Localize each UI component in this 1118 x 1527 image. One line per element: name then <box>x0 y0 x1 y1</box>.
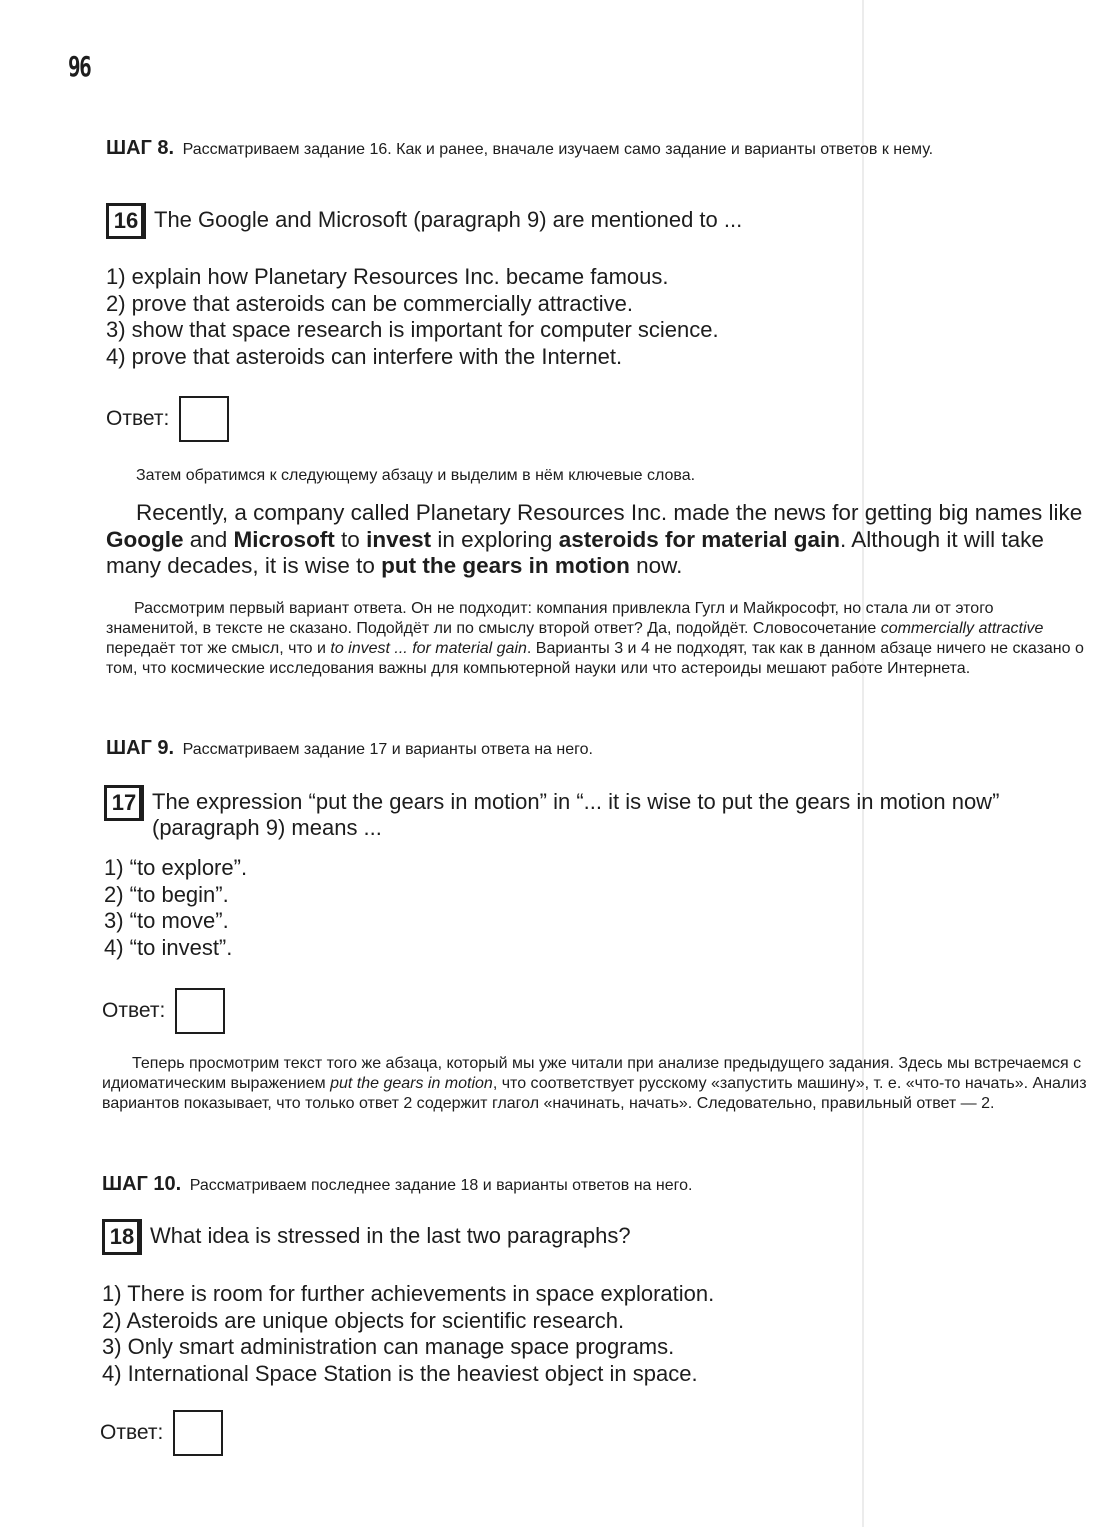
analysis-16-text-1: Рассмотрим первый вариант ответа. Он не подходит: компания привлекла Гугл и Майкрософт, но стала ли от этого знаменитой, в тексте не сказано. Подойдёт ли по смыслу второй ответ? Да, подойдёт. Словосочетание <box>106 600 994 637</box>
analysis-17-text-2: , что соответствует русскому «запустить машину», т. е. «что-то начать». Анализ вариантов показывает, что только ответ 2 содержит глагол «начинать, начать». Следовательно, правильный ответ — 2. <box>102 1075 1087 1112</box>
question-16 <box>106 203 1006 239</box>
option-3: 3) show that space research is important for computer science. <box>106 317 719 342</box>
question-18-options <box>102 1281 902 1387</box>
answer-17-box[interactable] <box>175 988 225 1034</box>
analysis-17 <box>102 1054 1087 1114</box>
question-18-number: 18 <box>102 1219 142 1255</box>
passage-keyword-google: Google <box>106 526 184 552</box>
page-number: 96 <box>68 50 91 83</box>
passage-paragraph-9 <box>106 500 1091 580</box>
passage-keyword-invest: invest <box>366 526 432 552</box>
step-10-heading <box>102 1174 1092 1196</box>
question-16-options <box>106 264 906 370</box>
analysis-16-italic-2: to invest ... for material gain <box>330 640 527 657</box>
option-2: 2) Asteroids are unique objects for scientific research. <box>102 1307 625 1333</box>
answer-18-box[interactable] <box>173 1410 223 1456</box>
step-9-label: ШАГ 9. <box>106 737 175 759</box>
question-17-text: The expression “put the gears in motion” in “... it is wise to put the gears in motion now” (paragraph 9) means ... <box>152 789 1000 840</box>
step-8-heading <box>106 138 1096 160</box>
passage-text-1: Recently, a company called Planetary Resources Inc. made the news for getting big names like <box>136 500 1083 525</box>
option-1: 1) explain how Planetary Resources Inc. became famous. <box>106 264 669 289</box>
passage-keyword-gears: put the gears in motion <box>381 553 630 578</box>
question-18 <box>102 1219 1002 1255</box>
question-16-number: 16 <box>106 203 146 239</box>
option-2: 2) “to begin”. <box>104 881 229 907</box>
option-1: 1) There is room for further achievements in space exploration. <box>102 1281 715 1306</box>
option-3: 3) Only smart administration can manage space programs. <box>102 1334 675 1359</box>
passage-keyword-asteroids: asteroids for material gain <box>558 526 841 552</box>
passage-text-5: . Although it will take many decades, it is wise to <box>106 526 1044 578</box>
analysis-17-italic-1: put the gears in motion <box>330 1075 493 1092</box>
option-4: 4) prove that asteroids can interfere with the Internet. <box>106 343 623 369</box>
passage-keyword-microsoft: Microsoft <box>233 526 335 552</box>
analysis-16 <box>106 599 1089 679</box>
analysis-17-text-1: Теперь просмотрим текст того же абзаца, который мы уже читали при анализе предыдущего задания. Здесь мы встречаемся с идиоматическим выражением <box>102 1055 1082 1092</box>
answer-17-label: Ответ: <box>102 999 166 1022</box>
step-10-text: Рассматриваем последнее задание 18 и варианты ответов на него. <box>189 1177 693 1194</box>
passage-text-6: now. <box>629 553 683 578</box>
step-8-text: Рассматриваем задание 16. Как и ранее, вначале изучаем само задание и варианты ответов к нему. <box>182 141 934 158</box>
answer-18 <box>100 1410 223 1456</box>
passage-text-4: in exploring <box>431 526 559 552</box>
answer-16 <box>106 396 229 442</box>
passage-text-3: to <box>334 526 367 552</box>
question-17-options <box>104 855 604 961</box>
step-8-label: ШАГ 8. <box>106 137 175 159</box>
question-17-number: 17 <box>104 785 144 821</box>
option-3: 3) “to move”. <box>104 908 229 933</box>
option-1: 1) “to explore”. <box>104 855 248 880</box>
question-18-text: What idea is stressed in the last two paragraphs? <box>150 1223 631 1248</box>
answer-17 <box>102 988 225 1034</box>
step-9-text: Рассматриваем задание 17 и варианты ответа на него. <box>182 741 593 758</box>
passage-text-2: and <box>183 526 234 552</box>
step-9-heading <box>106 738 1096 760</box>
option-4: 4) International Space Station is the heaviest object in space. <box>102 1360 698 1386</box>
question-17 <box>104 785 1089 841</box>
answer-16-box[interactable] <box>179 396 229 442</box>
analysis-16-italic-1: commercially attractive <box>880 620 1044 637</box>
option-2: 2) prove that asteroids can be commercially attractive. <box>106 290 634 316</box>
answer-16-label: Ответ: <box>106 407 170 430</box>
step-10-label: ШАГ 10. <box>102 1173 182 1195</box>
analysis-16-text-3: . Варианты 3 и 4 не подходят, так как в данном абзаце ничего не сказано о том, что космические исследования важны для компьютерной науки или что астероиды мешают работе Интернета. <box>106 640 1084 677</box>
intro-text: Затем обратимся к следующему абзацу и выделим в нём ключевые слова. <box>136 467 696 484</box>
question-16-text: The Google and Microsoft (paragraph 9) are mentioned to ... <box>154 207 743 232</box>
option-4: 4) “to invest”. <box>104 934 233 960</box>
analysis-16-text-2: передаёт тот же смысл, что и <box>106 640 331 657</box>
answer-18-label: Ответ: <box>100 1421 164 1444</box>
